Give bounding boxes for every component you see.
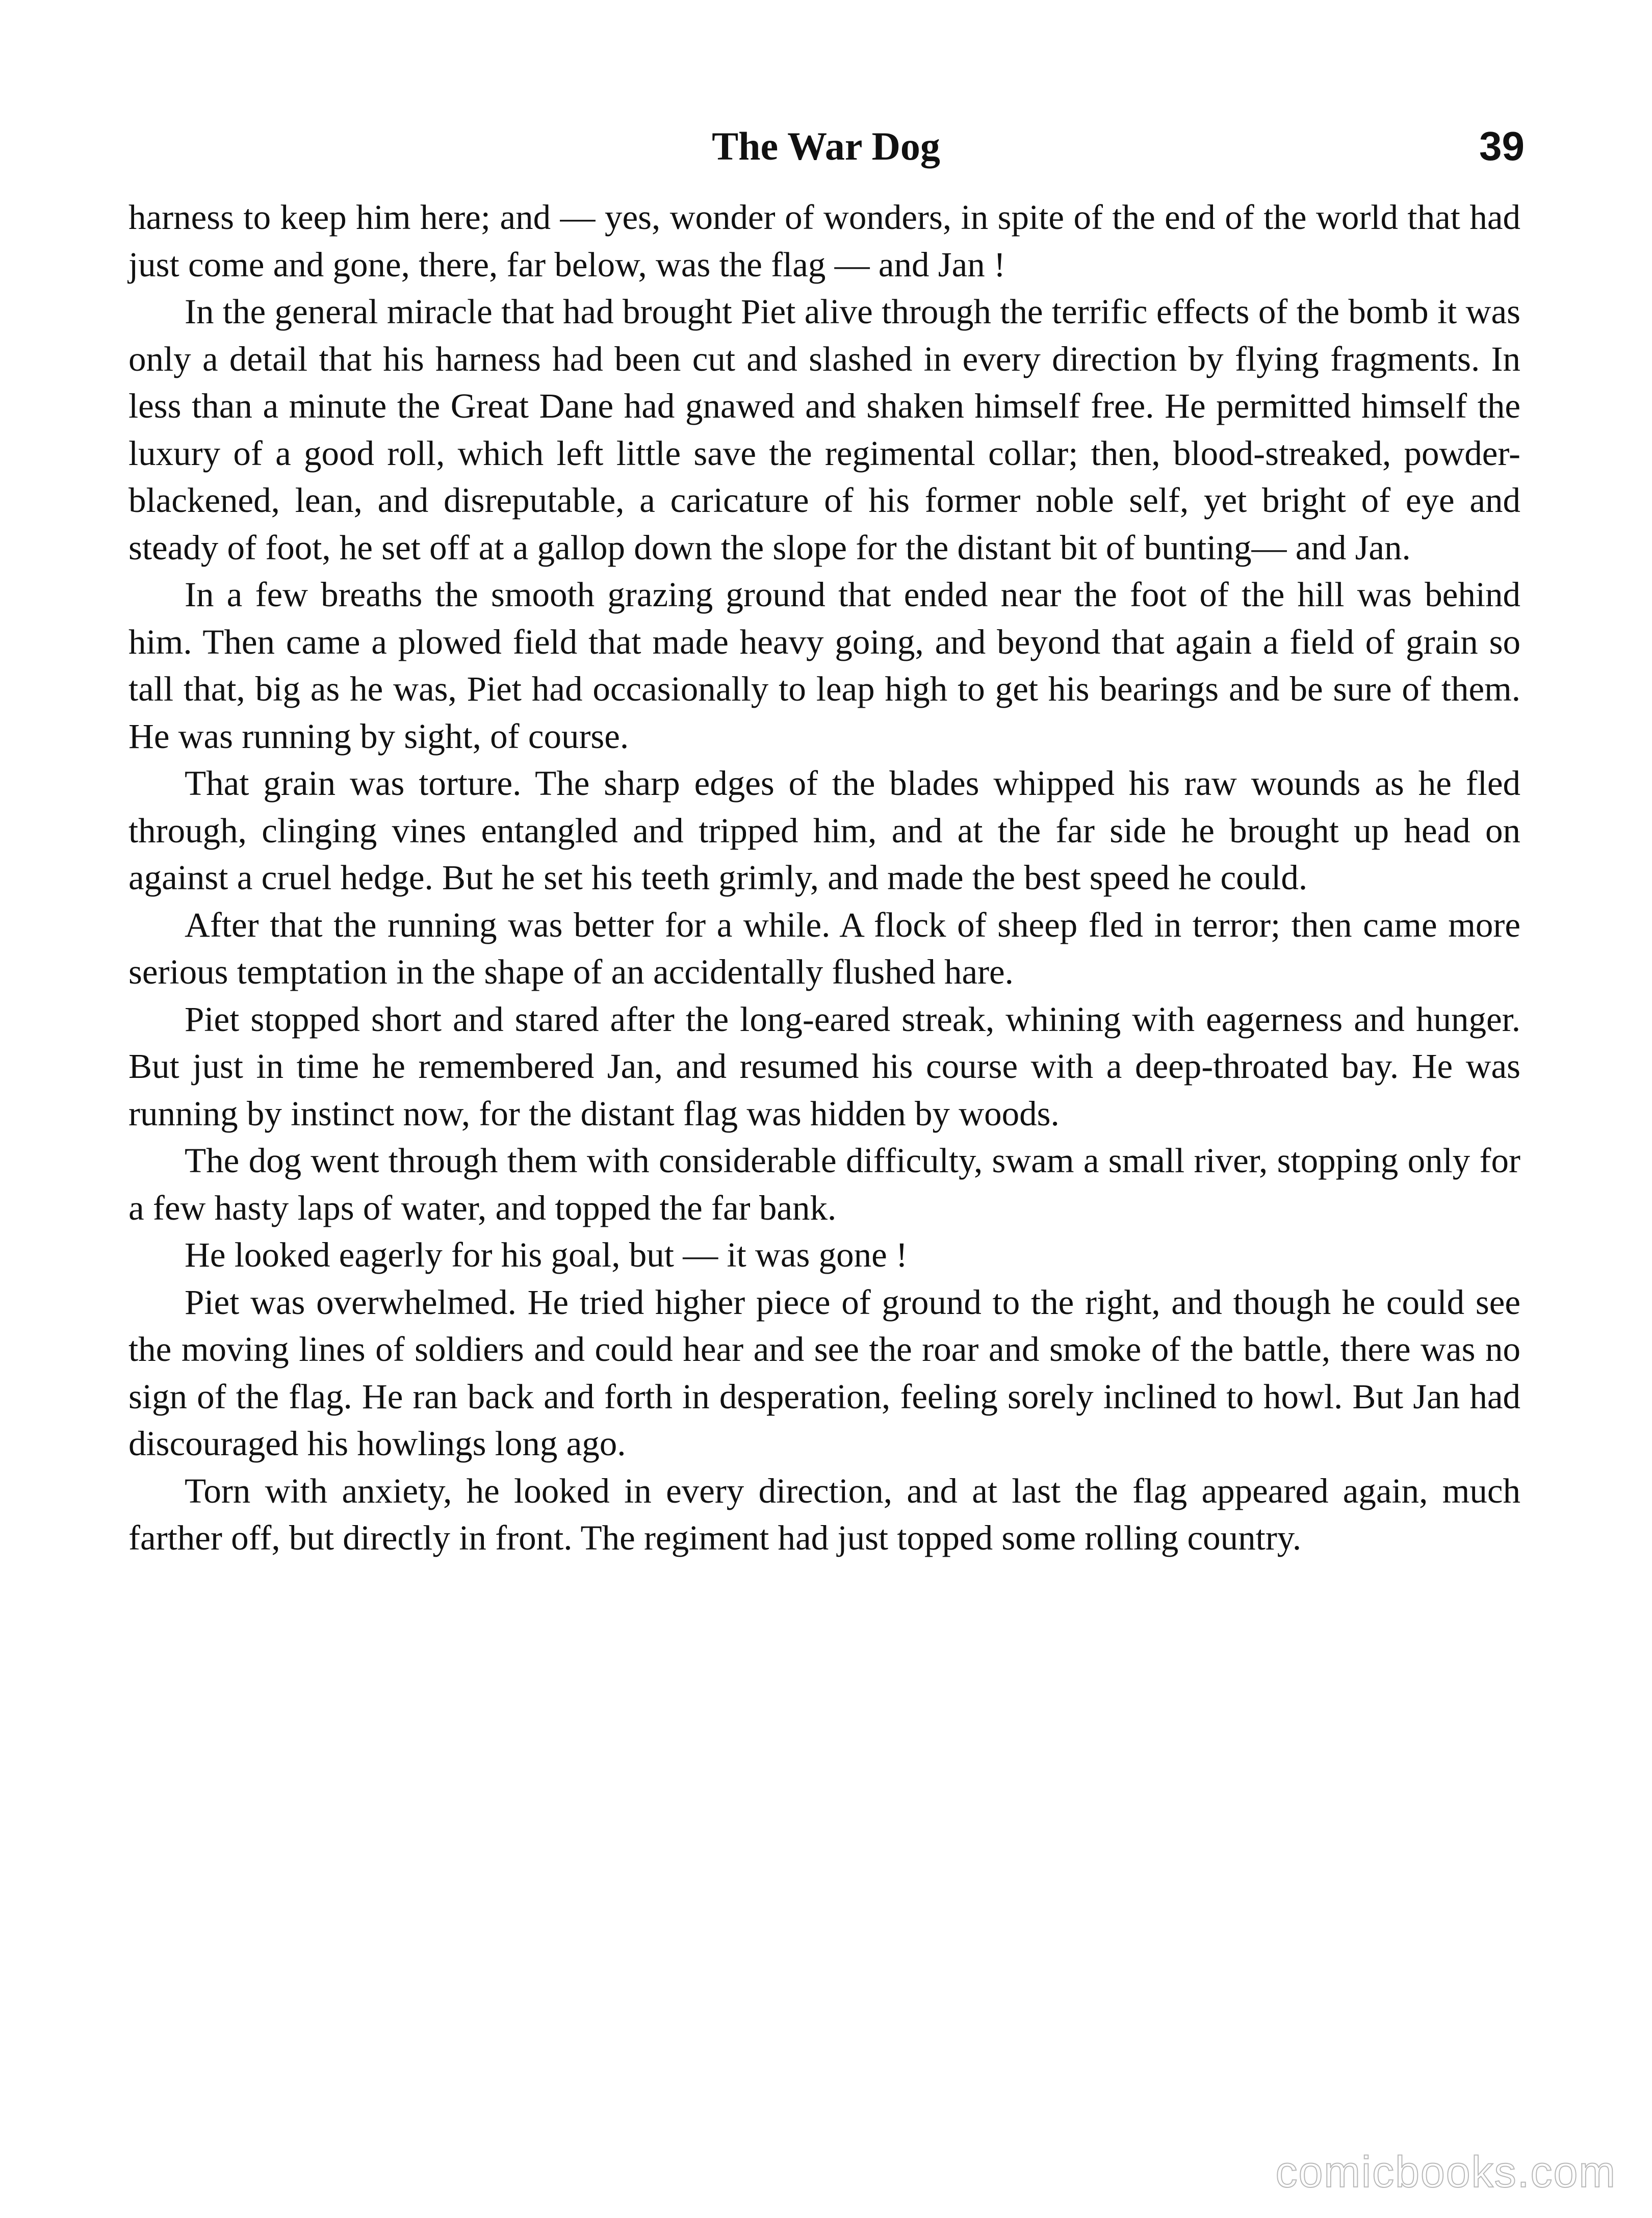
paragraph: Torn with anxiety, he looked in every direction, and at last the flag appeared again, much farther off, but directly in front. The regiment had just topped some rolling country. <box>128 1471 1520 1557</box>
paragraph: The dog went through them with considerable difficulty, swam a small river, stopping only for a few hasty laps of water, and topped the far bank. <box>128 1141 1520 1227</box>
paragraph: He looked eagerly for his goal, but — it was gone ! <box>185 1235 908 1274</box>
paragraph: In the general miracle that had brought Piet alive through the terrific effects of the bomb it was only a detail that his harness had been cut and slashed in every direction by flying fragments. In less than a minute the Great Dane had gnawed and shaken himself free. He permitted himself the luxury of a good roll, which left little save the regimental collar; then, blood-streaked, powder-blackened, lean, and disreputable, a caricature of his former noble self, yet bright of eye and steady of foot, he set off at a gallop down the slope for the distant bit of bunting— and Jan. <box>128 292 1520 567</box>
paragraph: After that the running was better for a while. A flock of sheep fled in terror; then came more serious temptation in the shape of an accidentally flushed hare. <box>128 905 1520 991</box>
running-head-title: The War Dog <box>712 124 940 168</box>
page-number: 39 <box>1479 123 1525 169</box>
paragraph: Piet stopped short and stared after the long-eared streak, whining with eagerness and hunger. But just in time he remembered Jan, and resumed his course with a deep-throated bay. He was running by instinct now, for the distant flag was hidden by woods. <box>128 999 1520 1133</box>
paragraph: Piet was overwhelmed. He tried higher piece of ground to the right, and though he could see the moving lines of soldiers and could hear and see the roar and smoke of the battle, there was no sign of the flag. He ran back and forth in desperation, feeling sorely inclined to howl. But Jan had discouraged his howlings long ago. <box>128 1282 1520 1463</box>
page-header <box>127 118 1525 174</box>
paragraph: That grain was torture. The sharp edges of the blades whipped his raw wounds as he fled through, clinging vines entangled and tripped him, and at the far side he brought up head on against a cruel hedge. But he set his teeth grimly, and made the best speed he could. <box>128 764 1520 897</box>
paragraph: harness to keep him here; and — yes, wonder of wonders, in spite of the end of the world that had just come and gone, there, far below, was the flag — and Jan ! <box>128 198 1520 284</box>
paragraph: In a few breaths the smooth grazing ground that ended near the foot of the hill was behind him. Then came a plowed field that made heavy going, and beyond that again a field of grain so tall that, big as he was, Piet had occasionally to leap high to get his bearings and be sure of them. He was running by sight, of course. <box>128 575 1520 756</box>
watermark: comicbooks.com <box>1275 2148 1616 2197</box>
body-text <box>128 194 1520 1562</box>
